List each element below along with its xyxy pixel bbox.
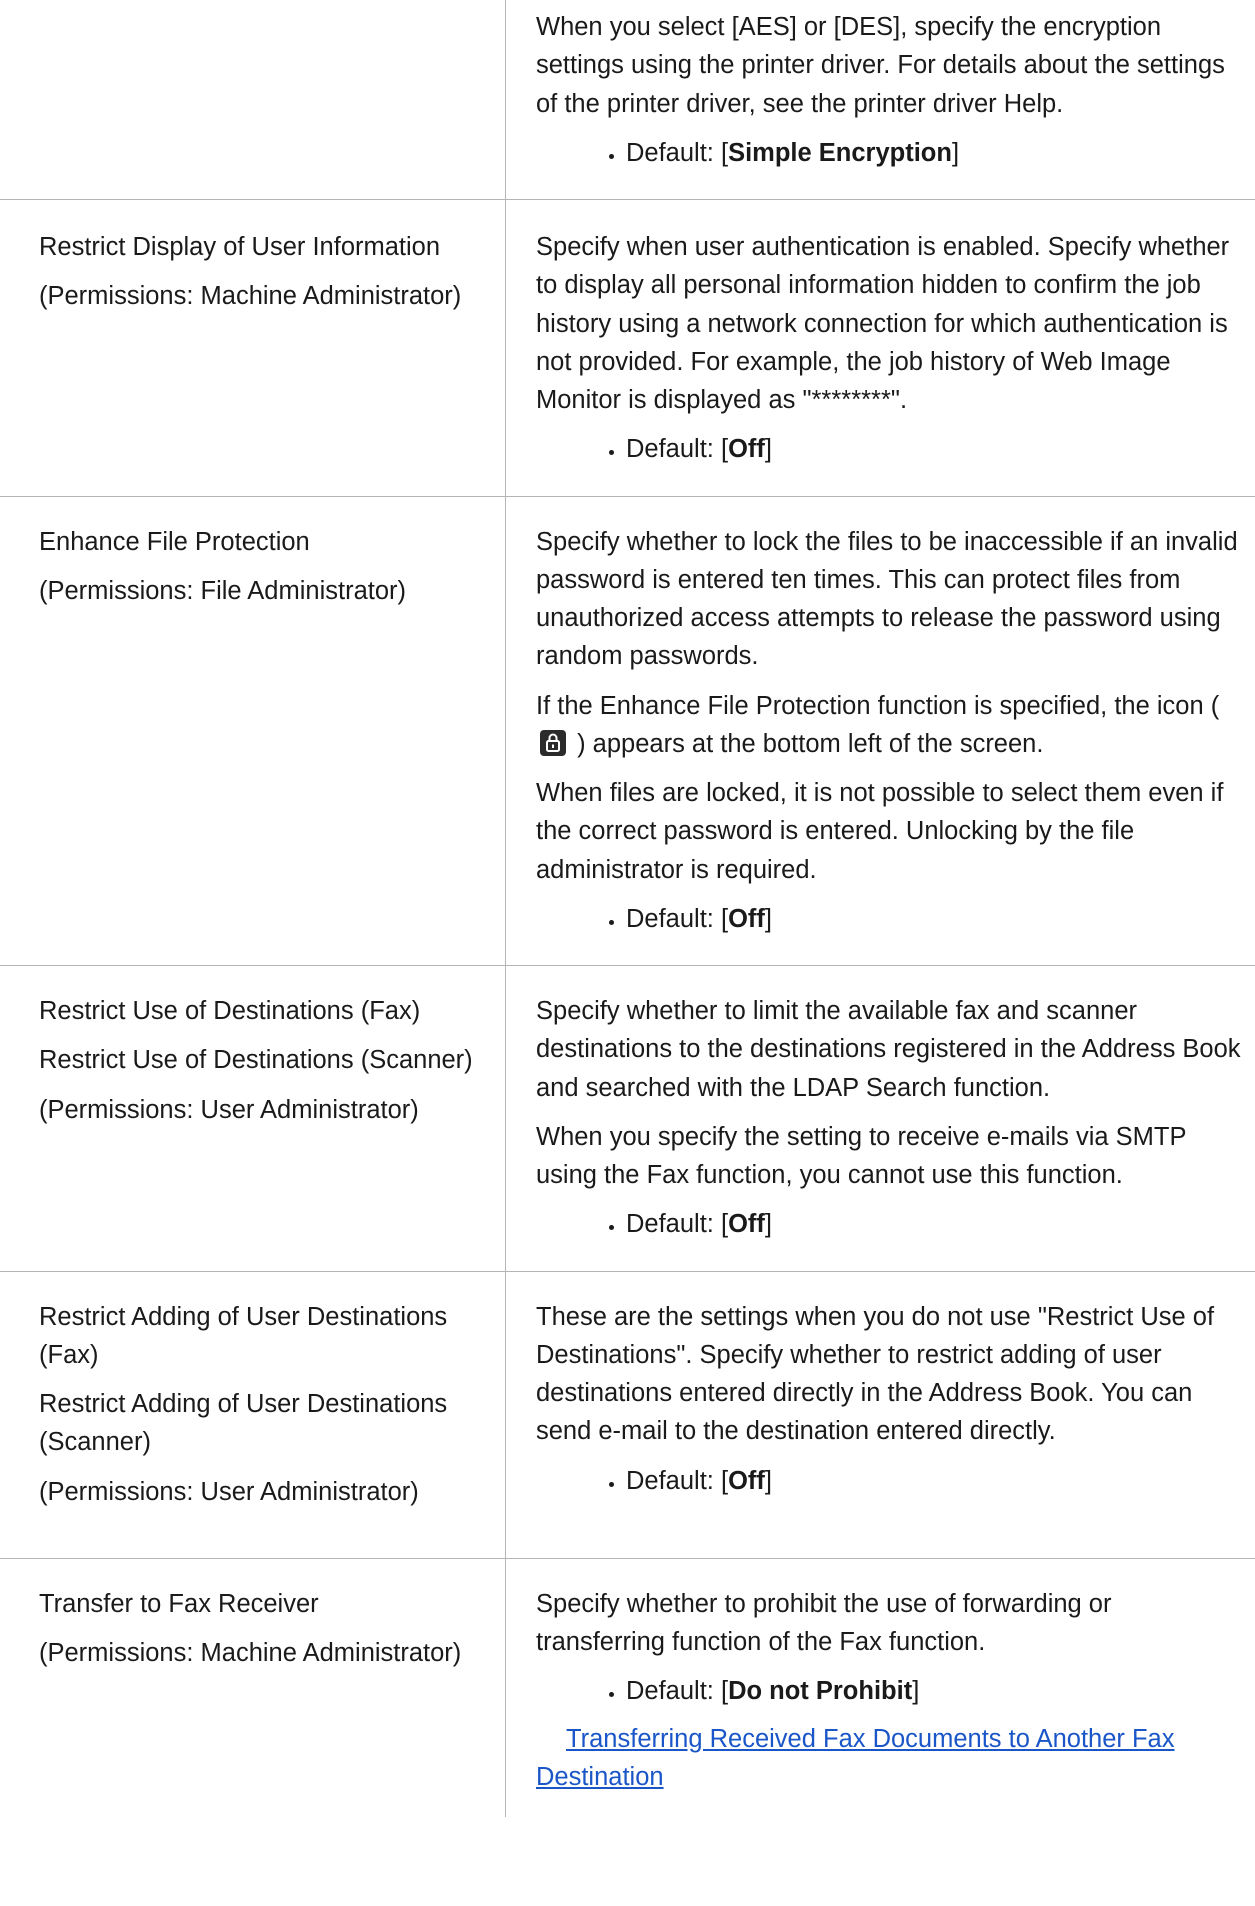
default-value-item: • Default: [Off] — [626, 1205, 1241, 1243]
setting-row-transfer-fax-receiver — [0, 1558, 1255, 1817]
description-text: Specify whether to lock the files to be inaccessible if an invalid password is entered ten times. This can protect files from unauthorized access attempts to release the password using random passwords. — [536, 527, 1238, 671]
description-text: Specify when user authentication is enabled. Specify whether to display all personal information hidden to confirm the job history using a network connection for which authentication is not provided. For example, the job history of Web Image Monitor is displayed as "********". — [536, 233, 1230, 414]
setting-name-cell — [0, 0, 506, 200]
setting-description-cell — [506, 1558, 1255, 1817]
default-value-item: • Default: [Simple Encryption] — [626, 134, 1241, 172]
setting-description-cell — [506, 496, 1255, 966]
setting-permissions: (Permissions: Machine Administrator) — [39, 1639, 462, 1667]
default-value-item: • Default: [Off] — [626, 1462, 1241, 1500]
setting-row-encryption — [0, 0, 1255, 200]
description-text: Specify whether to prohibit the use of forwarding or transferring function of the Fax function. — [536, 1589, 1112, 1656]
description-text: These are the settings when you do not use "Restrict Use of Destinations". Specify whether to restrict adding of user destinations entered directly in the Address Book. You can send e-mail to the destination entered directly. — [536, 1302, 1215, 1446]
setting-name-cell — [0, 496, 506, 966]
setting-name-cell — [0, 966, 506, 1272]
setting-name: Transfer to Fax Receiver — [39, 1589, 319, 1618]
setting-description-cell — [506, 0, 1255, 200]
setting-permissions: (Permissions: File Administrator) — [39, 576, 406, 605]
description-text: Specify whether to limit the available fax and scanner destinations to the destinations registered in the Address Book and searched with the LDAP Search function. — [536, 997, 1241, 1102]
setting-permissions: (Permissions: User Administrator) — [39, 1477, 419, 1506]
setting-name: Enhance File Protection — [39, 527, 310, 556]
setting-name: Restrict Use of Destinations (Fax) — [39, 997, 421, 1025]
setting-name-cell — [0, 1271, 506, 1558]
description-text: When you select [AES] or [DES], specify the encryption settings using the printer driver. For details about the settings of the printer driver, see the printer driver Help. — [536, 13, 1225, 118]
lock-icon — [540, 730, 566, 756]
setting-name: Restrict Adding of User Destinations (Scanner) — [39, 1390, 448, 1457]
default-value-item: • Default: [Do not Prohibit] — [626, 1672, 1241, 1710]
description-text-icon: If the Enhance File Protection function is specified, the icon ( ) appears at the bottom left of the screen. — [536, 691, 1220, 758]
default-value-item: • Default: [Off] — [626, 430, 1241, 468]
setting-name-cell — [0, 200, 506, 497]
setting-name-cell — [0, 1558, 506, 1817]
setting-name: Restrict Adding of User Destinations (Fax) — [39, 1302, 448, 1369]
setting-name: Restrict Use of Destinations (Scanner) — [39, 1046, 473, 1075]
setting-row-restrict-adding-user-destinations — [0, 1271, 1255, 1558]
setting-permissions: (Permissions: Machine Administrator) — [39, 282, 462, 311]
related-link[interactable]: Transferring Received Fax Documents to Another Fax Destination — [536, 1724, 1175, 1791]
setting-permissions: (Permissions: User Administrator) — [39, 1095, 419, 1124]
setting-row-enhance-file-protection — [0, 496, 1255, 966]
setting-description-cell — [506, 966, 1255, 1272]
default-value-item: • Default: [Off] — [626, 900, 1241, 938]
setting-row-restrict-use-destinations — [0, 966, 1255, 1272]
setting-description-cell — [506, 200, 1255, 497]
setting-description-cell — [506, 1271, 1255, 1558]
setting-row-restrict-display-user-info — [0, 200, 1255, 497]
description-text: When files are locked, it is not possible to select them even if the correct password is entered. Unlocking by the file administrator is required. — [536, 779, 1224, 884]
description-text: When you specify the setting to receive e-mails via SMTP using the Fax function, you cannot use this function. — [536, 1122, 1187, 1189]
setting-name: Restrict Display of User Information — [39, 233, 441, 261]
